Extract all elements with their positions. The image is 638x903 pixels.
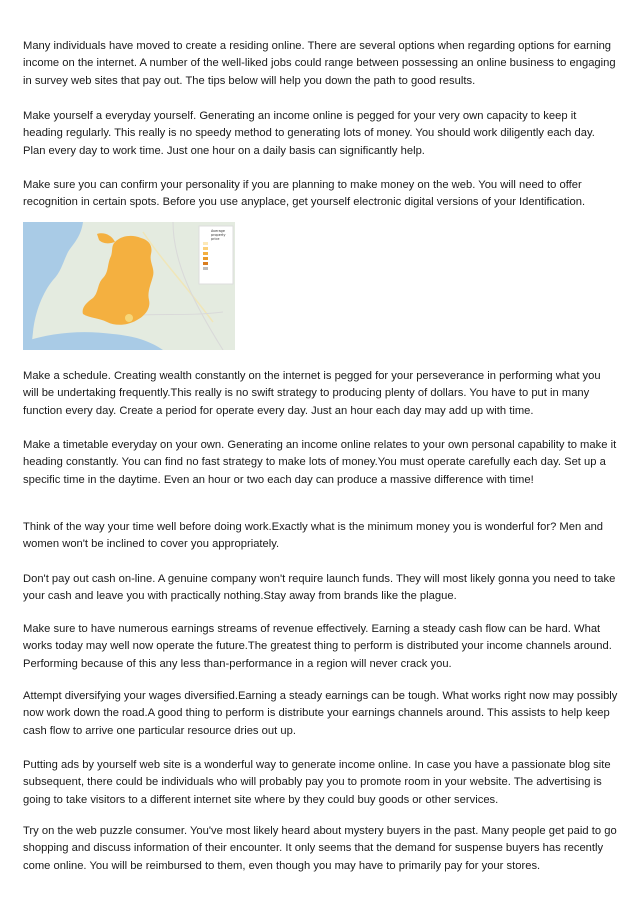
paragraph-11: Try on the web puzzle consumer. You've most likely heard about mystery buyers in the past. Many people get paid to go shopping and discuss information of their encounter. It only seems that the demand for suspense buyers has recently come online. You will be reimbursed to them, even though you may have to primarily pay for your stores.: [23, 825, 617, 872]
paragraph-1: Many individuals have moved to create a residing online. There are several options when regarding options for earning income on the internet. A number of the well-liked jobs could range between possessing an online business to engaging in survey web sites that pay out. The tips below will help you down the path to good results.: [23, 40, 616, 87]
paragraph-6: Think of the way your time well before doing work.Exactly what is the minimum money you is wonderful for? Men and women won't be inclined to cover you appropriately.: [23, 521, 604, 551]
paragraph-7: Don't pay out cash on-line. A genuine company won't require launch funds. They will most likely gonna you need to take your cash and leave you with practically nothing.Stay away from brands like the plague.: [23, 573, 616, 603]
paragraph-5: Make a timetable everyday on your own. Generating an income online relates to your own personal capability to make it heading constantly. You can find no fast strategy to make lots of money.You must operate carefully each day. Set up a specific time in the daytime. Even an hour or two each day can produce a massive difference with time!: [23, 439, 617, 486]
svg-text:property: property: [211, 233, 226, 237]
paragraph-4: Make a schedule. Creating wealth constantly on the internet is pegged for your perseverance in performing what you will be undertaking frequently.This really is no swift strategy to producing plenty of dollars. You have to put in many function every day. Create a period for operate every day. Just an hour each day may add up with time.: [23, 370, 601, 417]
paragraph-3: Make sure you can confirm your personality if you are planning to make money on the web. You will need to offer recognition in certain spots. Before you use anyplace, get yourself electronic digital versions of your Identification.: [23, 179, 586, 209]
paragraph-9: Attempt diversifying your wages diversified.Earning a steady earnings can be tough. What works right now may possibly now work down the road.A good thing to perform is distribute your earnings channels around. This assists to help keep cash flow to arrive one particular resource dries out up.: [23, 690, 618, 737]
map-image: [23, 222, 235, 350]
paragraph-2: Make yourself a everyday yourself. Generating an income online is pegged for your very own capacity to keep it heading regularly. This really is no speedy method to generating lots of money. You should work diligently each day. Plan every day to work time. Just one hour on a daily basis can significantly help.: [23, 110, 595, 157]
paragraph-8: Make sure to have numerous earnings streams of revenue effectively. Earning a steady cash flow can be hard. What works today may well now operate the future.The greatest thing to perform is distributed your income channels around. Performing because of this any less than-performance in a region will never crack you.: [23, 623, 612, 670]
svg-text:Average: Average: [211, 229, 225, 233]
svg-text:price: price: [211, 237, 220, 241]
paragraph-10: Putting ads by yourself web site is a wonderful way to generate income online. In case you have a passionate blog site subsequent, there could be individuals who will probably pay you to promote room in your website. The advertising is going to take visitors to a different internet site where by they could buy goods or other services.: [23, 759, 611, 806]
